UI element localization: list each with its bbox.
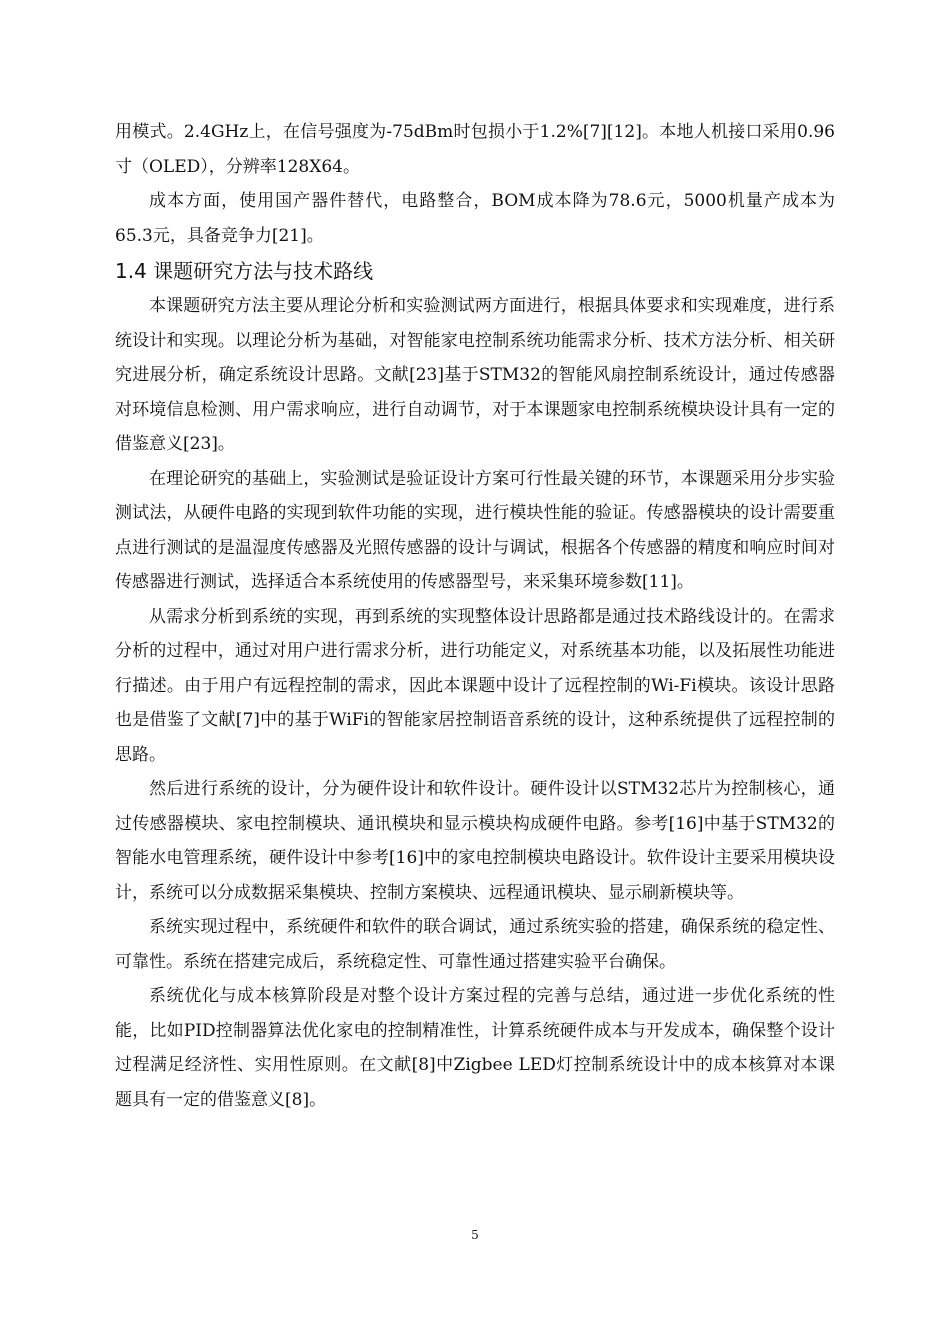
paragraph-continued: 用模式。2.4GHz上，在信号强度为-75dBm时包损小于1.2%[7][12]。本地人机接口采用0.96寸（OLED），分辨率128X64。 xyxy=(115,122,835,177)
page-number: 5 xyxy=(471,1228,479,1242)
paragraph-design: 然后进行系统的设计，分为硬件设计和软件设计。硬件设计以STM32芯片为控制核心，通过传感器模块、家电控制模块、通讯模块和显示模块构成硬件电路。参考[16]中基于STM32的智能水电管理系统，硬件设计中参考[16]中的家电控制模块电路设计。软件设计主要采用模块设计，系统可以分成数据采集模块、控制方案模块、远程通讯模块、显示刷新模块等。 xyxy=(115,779,835,903)
paragraph-testing: 在理论研究的基础上，实验测试是验证设计方案可行性最关键的环节，本课题采用分步实验测试法，从硬件电路的实现到软件功能的实现，进行模块性能的验证。传感器模块的设计需要重点进行测试的是温湿度传感器及光照传感器的设计与调试，根据各个传感器的精度和响应时间对传感器进行测试，选择适合本系统使用的传感器型号，来采集环境参数[11]。 xyxy=(115,468,835,592)
section-heading: 1.4 课题研究方法与技术路线 xyxy=(115,259,374,283)
document-body xyxy=(115,115,835,1117)
paragraph-implementation: 系统实现过程中，系统硬件和软件的联合调试，通过系统实验的搭建，确保系统的稳定性、可靠性。系统在搭建完成后，系统稳定性、可靠性通过搭建实验平台确保。 xyxy=(115,917,835,972)
paragraph-cost: 成本方面，使用国产器件替代，电路整合，BOM成本降为78.6元，5000机量产成本为65.3元，具备竞争力[21]。 xyxy=(115,191,835,246)
paragraph-requirements: 从需求分析到系统的实现，再到系统的实现整体设计思路都是通过技术路线设计的。在需求分析的过程中，通过对用户进行需求分析，进行功能定义，对系统基本功能，以及拓展性功能进行描述。由于用户有远程控制的需求，因此本课题中设计了远程控制的Wi-Fi模块。该设计思路也是借鉴了文献[7]中的基于WiFi的智能家居控制语音系统的设计，这种系统提供了远程控制的思路。 xyxy=(115,606,835,765)
paragraph-optimization: 系统优化与成本核算阶段是对整个设计方案过程的完善与总结，通过进一步优化系统的性能，比如PID控制器算法优化家电的控制精准性，计算系统硬件成本与开发成本，确保整个设计过程满足经济性、实用性原则。在文献[8]中Zigbee LED灯控制系统设计中的成本核算对本课题具有一定的借鉴意义[8]。 xyxy=(115,986,835,1110)
paragraph-methods: 本课题研究方法主要从理论分析和实验测试两方面进行，根据具体要求和实现难度，进行系统设计和实现。以理论分析为基础，对智能家电控制系统功能需求分析、技术方法分析、相关研究进展分析，确定系统设计思路。文献[23]基于STM32的智能风扇控制系统设计，通过传感器对环境信息检测、用户需求响应，进行自动调节，对于本课题家电控制系统模块设计具有一定的借鉴意义[23]。 xyxy=(115,296,835,454)
